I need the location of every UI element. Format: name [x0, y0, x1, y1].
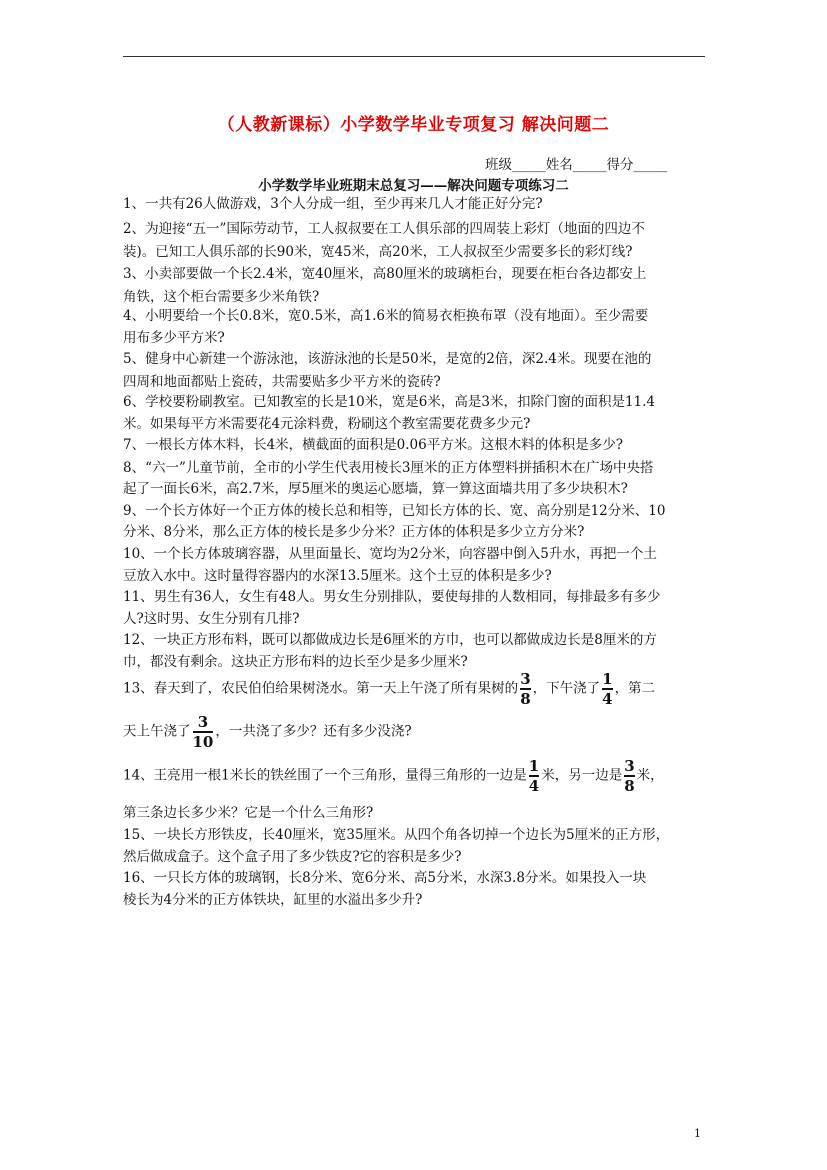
- question-line: 16、一只长方体的玻璃钢，长8分米、宽6分米、高5分米，水深3.8分米。如果投入一块: [123, 870, 647, 886]
- question-13-line-1: [123, 671, 655, 707]
- document-title: （人教新课标）小学数学毕业专项复习 解决问题二: [217, 115, 610, 135]
- question-line: 人?这时男、女生分别有几排?: [123, 611, 300, 627]
- fraction: [624, 758, 634, 794]
- fraction-numerator: 3: [624, 757, 635, 775]
- question-line: 4、小明要给一个长0.8米，宽0.5米，高1.6米的简易衣柜换布罩（没有地面）。至少需要: [123, 308, 649, 324]
- question-line: 1、一共有26人做游戏，3个人分成一组，至少再来几人才能正好分完?: [123, 196, 543, 212]
- question-line: 5、健身中心新建一个游泳池，该游泳池的长是50米，是宽的2倍，深2.4米。现要在池的: [123, 351, 652, 367]
- fraction: [520, 671, 530, 707]
- question-line: 9、一个长方体好一个正方体的棱长总和相等，已知长方体的长、宽、高分别是12分米、10: [123, 503, 666, 519]
- question-text: 米，另一边是: [541, 767, 623, 784]
- question-line: 10、一个长方体玻璃容器，从里面量长、宽均为2分米，向容器中倒入5升水，再把一个土: [123, 546, 657, 562]
- question-line: 巾，都没有剩余。这块正方形布料的边长至少是多少厘米?: [123, 654, 468, 670]
- question-line: 角铁，这个柜台需要多少米角铁?: [123, 289, 320, 305]
- header-rule: [123, 56, 705, 57]
- question-line: 6、学校要粉刷教室。已知教室的长是10米，宽是6米，高是3米，扣除门窗的面积是11.4: [123, 394, 656, 410]
- fraction: [193, 714, 214, 750]
- question-text: 13、春天到了，农民伯伯给果树浇水。第一天上午浇了所有果树的: [123, 680, 519, 697]
- question-text: ，第二: [614, 680, 656, 697]
- question-line: 15、一块长方形铁皮，长40厘米，宽35厘米。从四个角各切掉一个边长为5厘米的正方形，: [123, 827, 670, 843]
- question-line: 分米、8分米，那么正方体的棱长是多少分米？正方体的体积是多少立方分米?: [123, 524, 585, 540]
- question-line: 米。如果每平方米需要花4元涂料费，粉刷这个教室需要花费多少元?: [123, 416, 531, 432]
- question-line: 棱长为4分米的正方体铁块，缸里的水溢出多少升?: [123, 892, 423, 908]
- question-text: ，一共浇了多少？还有多少没浇?: [215, 723, 412, 740]
- student-info-fields: 班级_____姓名_____得分_____: [485, 157, 668, 173]
- document-subtitle: 小学数学毕业班期末总复习——解决问题专项练习二: [258, 178, 569, 194]
- question-text: 米，: [636, 767, 664, 784]
- question-line: 3、小卖部要做一个长2.4米，宽40厘米，高80厘米的玻璃柜台，现要在柜台各边都安上: [123, 266, 647, 282]
- fraction: [602, 671, 612, 707]
- fraction-denominator: 10: [192, 732, 214, 751]
- fraction-numerator: 1: [602, 670, 613, 688]
- question-line: 7、一根长方体木料，长4米，横截面的面积是0.06平方米。这根木料的体积是多少?: [123, 437, 623, 453]
- question-line: 2、为迎接“五一”国际劳动节，工人叔叔要在工人俱乐部的四周装上彩灯（地面的四边不: [123, 221, 645, 237]
- fraction-denominator: 8: [520, 689, 531, 708]
- question-text: 天上午浇了: [123, 723, 191, 740]
- question-13-line-2: [123, 714, 412, 750]
- fraction-denominator: 8: [624, 776, 635, 795]
- question-line: 起了一面长6米，高2.7米，厚5厘米的奥运心愿墙，算一算这面墙共用了多少块积木?: [123, 481, 628, 497]
- fraction-denominator: 4: [528, 776, 540, 795]
- fraction: [529, 758, 539, 794]
- question-line: 12、一块正方形布料，既可以都做成边长是6厘米的方巾，也可以都做成边长是8厘米的方: [123, 632, 657, 648]
- fraction-numerator: 3: [520, 670, 531, 688]
- page-number: 1: [694, 1127, 701, 1140]
- question-line: 8、“六一”儿童节前，全市的小学生代表用棱长3厘米的正方体塑料拼插积木在广场中央搭: [123, 460, 654, 476]
- question-line: 装)。已知工人俱乐部的长90米，宽45米，高20米，工人叔叔至少需要多长的彩灯线?: [123, 244, 633, 260]
- question-line: 豆放入水中。这时量得容器内的水深13.5厘米。这个土豆的体积是多少?: [123, 568, 552, 584]
- question-text: 14、王亮用一根1米长的铁丝围了一个三角形，量得三角形的一边是: [123, 767, 527, 784]
- question-line: 四周和地面都贴上瓷砖，共需要贴多少平方米的瓷砖?: [123, 374, 441, 390]
- question-text: ，下午浇了: [532, 680, 601, 697]
- question-line: 用布多少平方米?: [123, 330, 225, 346]
- question-line: 11、男生有36人，女生有48人。男女生分别排队，要使每排的人数相同，每排最多有多少: [123, 589, 661, 605]
- question-line: 然后做成盒子。这个盒子用了多少铁皮?它的容积是多少?: [123, 849, 462, 865]
- question-14-line-1: [123, 758, 664, 794]
- fraction-numerator: 3: [197, 713, 209, 731]
- question-line: 第三条边长多少米？它是一个什么三角形?: [123, 805, 374, 821]
- fraction-numerator: 1: [528, 757, 540, 775]
- fraction-denominator: 4: [602, 689, 613, 708]
